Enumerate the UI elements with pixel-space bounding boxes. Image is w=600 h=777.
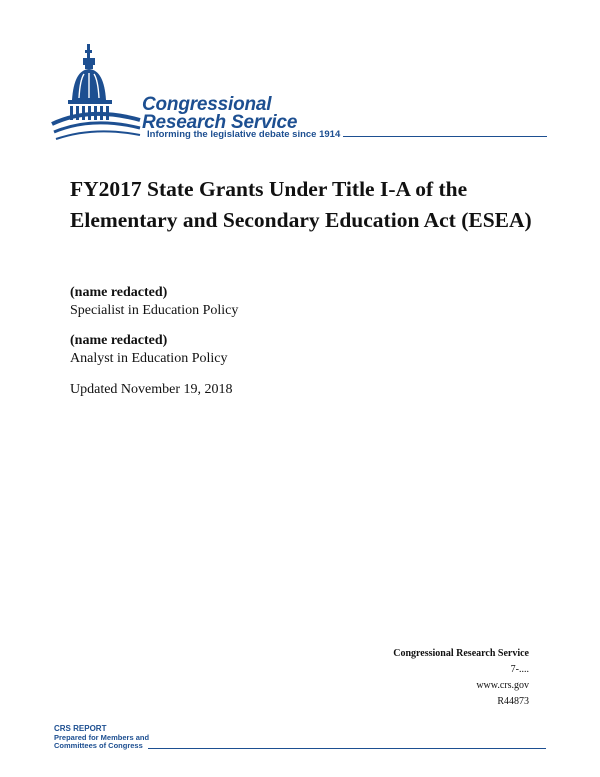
contact-block — [393, 646, 529, 710]
author-block — [70, 284, 238, 320]
crs-logo — [50, 40, 550, 145]
author-role: Analyst in Education Policy — [70, 351, 228, 366]
footer-line2: Committees of Congress — [54, 741, 143, 750]
logo-name-line1: Congressional — [142, 94, 272, 115]
report-title: FY2017 State Grants Under Title I-A of the Elementary and Secondary Education Act (ESEA) — [70, 177, 532, 232]
footer-line1: Prepared for Members and — [54, 732, 150, 742]
report-number: R44873 — [497, 696, 529, 707]
author-name: (name redacted) — [70, 285, 168, 300]
author-role: Specialist in Education Policy — [70, 303, 239, 318]
footer-kind: CRS REPORT — [54, 724, 107, 733]
contact-website[interactable]: www.crs.gov — [476, 680, 529, 691]
contact-phone: 7-.... — [510, 664, 529, 675]
logo-tagline: Informing the legislative debate since 1914 — [147, 129, 341, 140]
footer-rule — [148, 748, 546, 749]
footer-label — [54, 725, 149, 751]
author-block — [70, 332, 227, 368]
updated-date: Updated November 19, 2018 — [70, 382, 233, 397]
contact-org: Congressional Research Service — [393, 648, 529, 659]
tagline-rule — [343, 136, 547, 137]
author-name: (name redacted) — [70, 333, 168, 348]
logo-name-line2: Research Service — [142, 112, 298, 133]
capitol-dome-icon — [50, 40, 142, 140]
